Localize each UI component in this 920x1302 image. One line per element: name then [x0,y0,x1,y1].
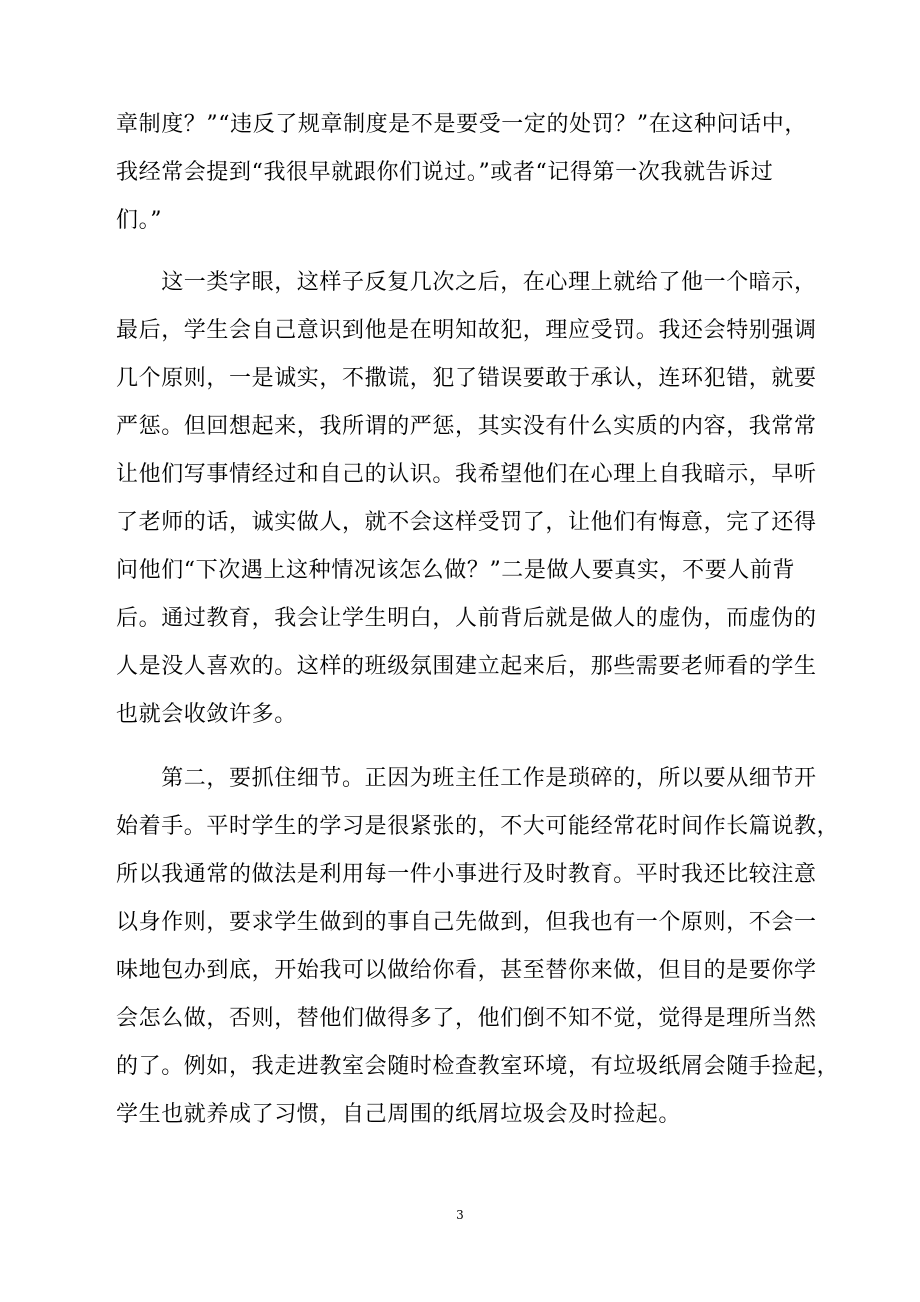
paragraph-1-line-2: 我经常会提到“我很早就跟你们说过。”或者“记得第一次我就告诉过 [116,160,774,185]
paragraph-2-line-3: 几个原则，一是诚实，不撒谎，犯了错误要敢于承认，连环犯错，就要 [116,366,817,391]
paragraph-2-line-6: 了老师的话，诚实做人，就不会这样受罚了，让他们有悔意，完了还得 [116,510,817,535]
paragraph-3-line-3: 所以我通常的做法是利用每一件小事进行及时教育。平时我还比较注意 [116,862,817,887]
paragraph-3-line-6: 会怎么做，否则，替他们做得多了，他们倒不知不觉，觉得是理所当然 [116,1006,817,1031]
paragraph-3-line-7: 的了。例如，我走进教室会随时检查教室环境，有垃圾纸屑会随手捡起， [116,1054,840,1079]
paragraph-1-line-1: 章制度？”“违反了规章制度是不是要受一定的处罚？”在这种问话中， [116,112,807,137]
paragraph-1-line-3: 们。” [116,208,163,233]
paragraph-2-line-9: 人是没人喜欢的。这样的班级氛围建立起来后，那些需要老师看的学生 [116,654,817,679]
paragraph-2-line-2: 最后，学生会自己意识到他是在明知故犯，理应受罚。我还会特别强调 [116,318,817,343]
paragraph-3-line-4: 以身作则，要求学生做到的事自己先做到，但我也有一个原则，不会一 [116,910,817,935]
paragraph-2-line-4: 严惩。但回想起来，我所谓的严惩，其实没有什么实质的内容，我常常 [116,414,817,439]
paragraph-2-line-7: 问他们“下次遇上这种情况该怎么做？”二是做人要真实，不要人前背 [116,558,796,583]
paragraph-2-line-1: 这一类字眼，这样子反复几次之后，在心理上就给了他一个暗示， [116,270,817,295]
page-number: 3 [456,1208,464,1222]
paragraph-3-line-2: 始着手。平时学生的学习是很紧张的，不大可能经常花时间作长篇说教， [116,814,840,839]
paragraph-3-line-1: 第二，要抓住细节。正因为班主任工作是琐碎的，所以要从细节开 [116,766,817,791]
paragraph-2-line-5: 让他们写事情经过和自己的认识。我希望他们在心理上自我暗示，早听 [116,462,817,487]
paragraph-3-line-5: 味地包办到底，开始我可以做给你看，甚至替你来做，但目的是要你学 [116,958,817,983]
paragraph-2-line-10: 也就会收敛许多。 [116,702,297,727]
paragraph-3-line-8: 学生也就养成了习惯，自己周围的纸屑垃圾会及时捡起。 [116,1102,682,1127]
paragraph-2-line-8: 后。通过教育，我会让学生明白，人前背后就是做人的虚伪，而虚伪的 [116,606,817,631]
